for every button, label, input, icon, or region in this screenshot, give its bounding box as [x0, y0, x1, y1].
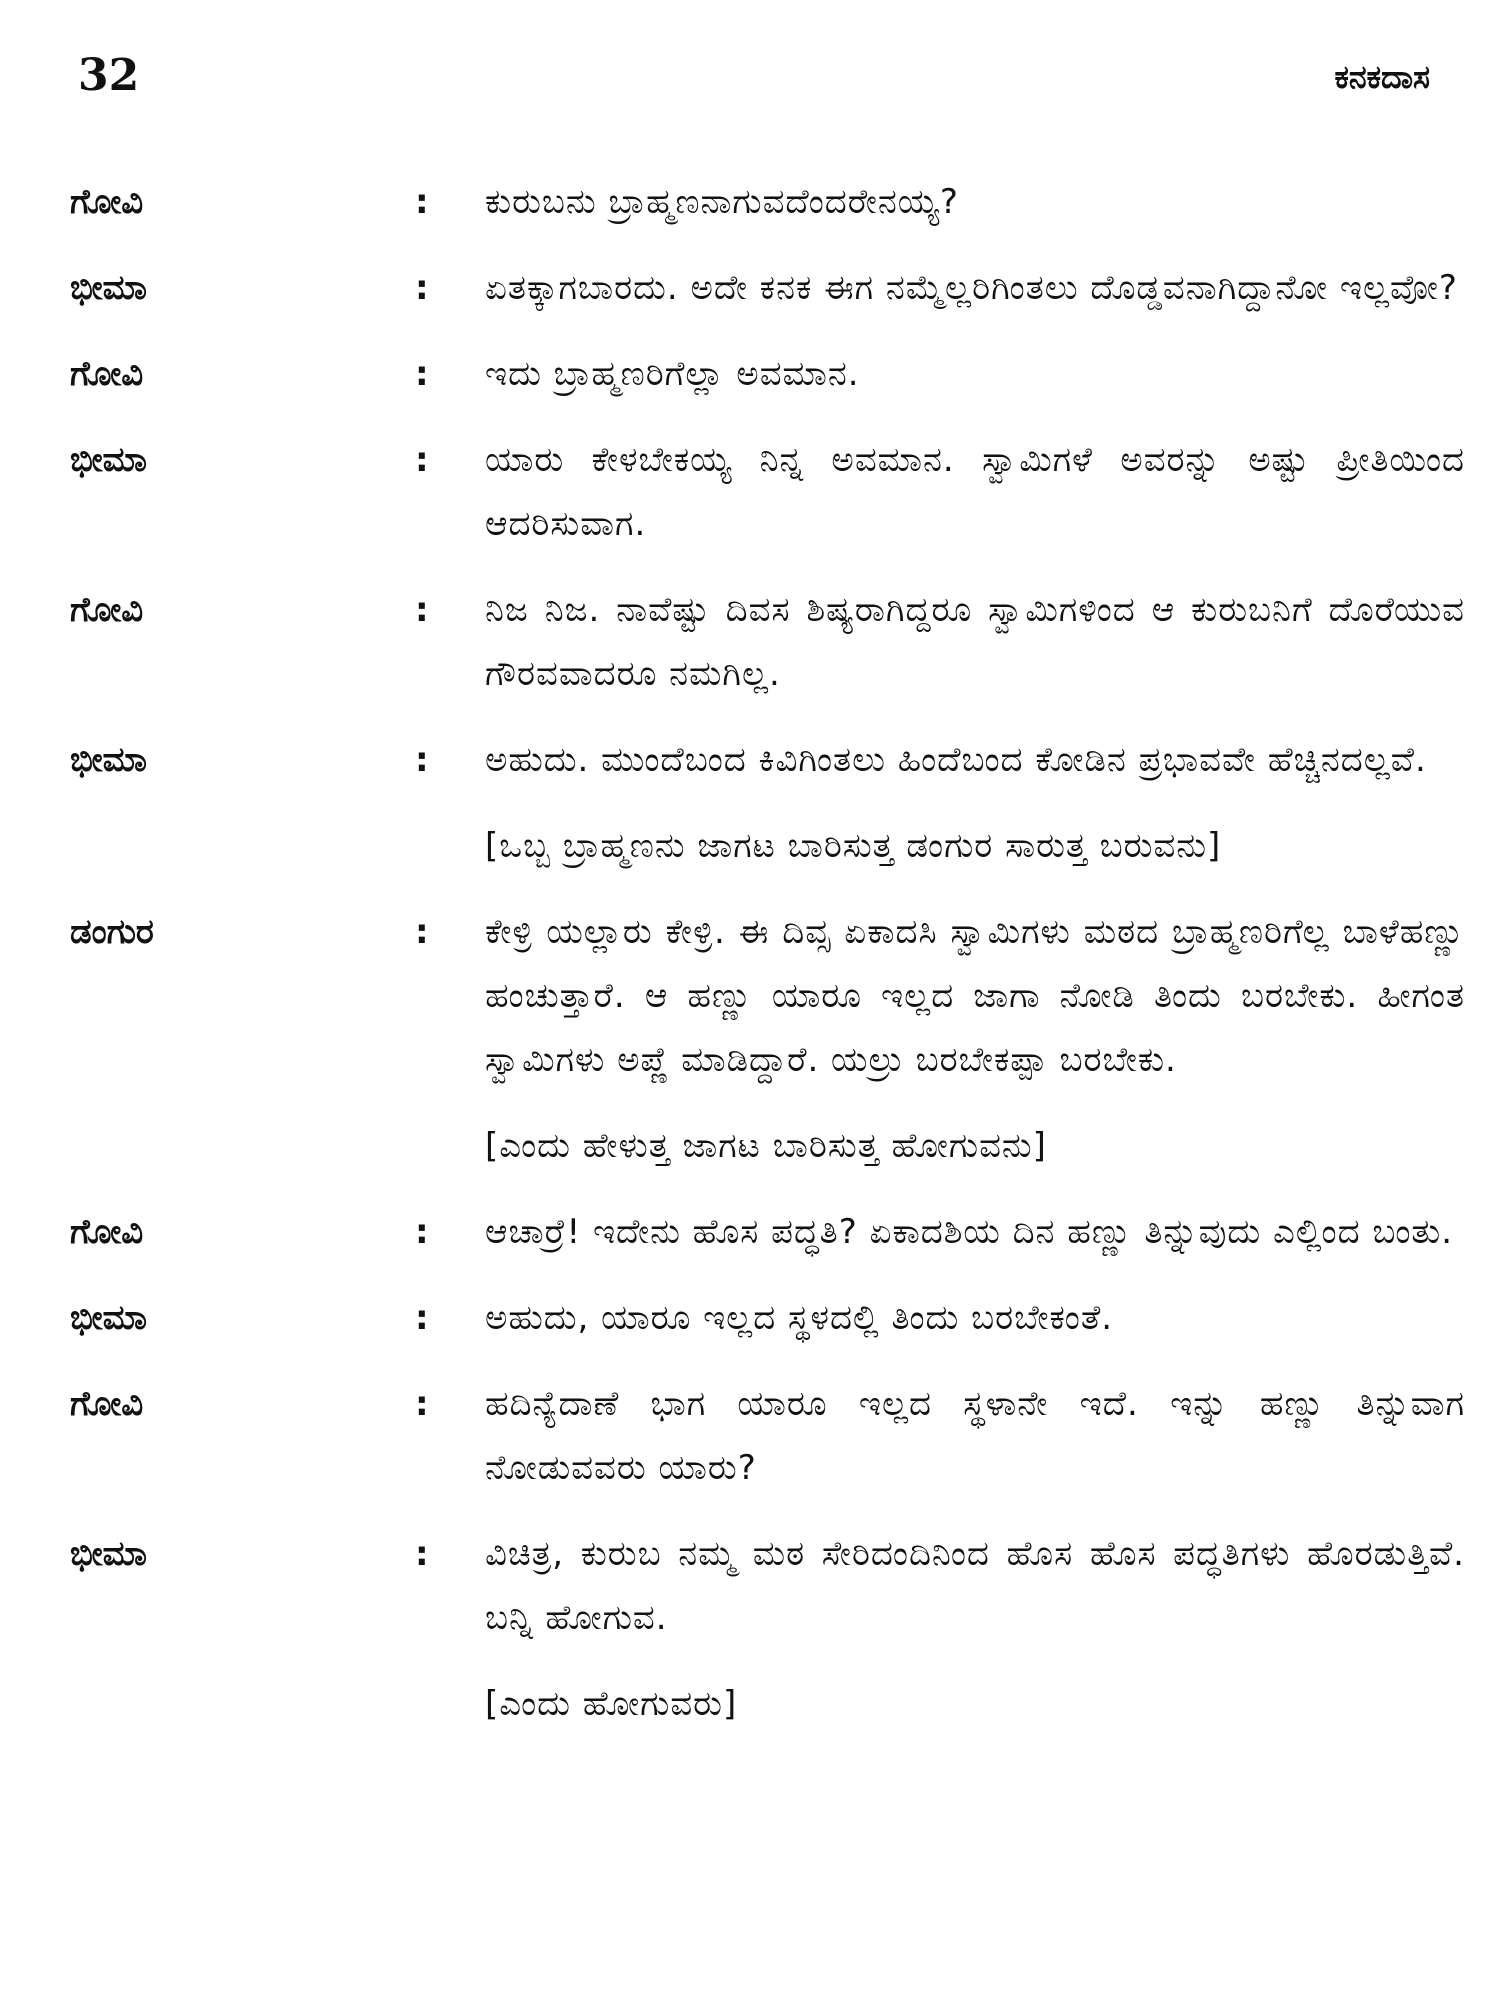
speaker-name: ಗೋವಿ [70, 590, 144, 630]
speaker-name: ಗೋವಿ [70, 354, 144, 394]
colon: : [415, 268, 429, 308]
speaker-name: ಡಂಗುರ [70, 912, 154, 952]
colon: : [415, 740, 429, 780]
colon: : [415, 182, 429, 222]
speech-text: ಹದಿನ್ಯೆದಾಣೆ ಭಾಗ ಯಾರೂ ಇಲ್ಲದ ಸ್ಥಳಾನೇ ಇದೆ. ಇನ್ನು ಹಣ್ಣು ತಿನ್ನುವಾಗ ನೋಡುವವರು ಯಾರು? [485, 1384, 1465, 1488]
stage-direction: [ಎಂದು ಹೇಳುತ್ತ ಜಾಗಟ ಬಾರಿಸುತ್ತ ಹೋಗುವನು] [485, 1126, 1047, 1166]
speaker-name: ಗೋವಿ [70, 1384, 144, 1424]
speaker-name: ಭೀಮಾ [70, 740, 147, 780]
colon: : [415, 440, 429, 480]
dialogue-body [70, 170, 1465, 1758]
speaker-name: ಗೋವಿ [70, 182, 144, 222]
speaker-name: ಭೀಮಾ [70, 440, 147, 480]
speech-text: ವಿಚಿತ್ರ, ಕುರುಬ ನಮ್ಮ ಮಠ ಸೇರಿದಂದಿನಿಂದ ಹೊಸ ಹೊಸ ಪದ್ಧತಿಗಳು ಹೊರಡುತ್ತಿವೆ. ಬನ್ನಿ ಹೋಗುವ. [485, 1534, 1465, 1638]
dialogue-line [70, 256, 1465, 320]
colon: : [415, 1298, 429, 1338]
page-number: 32 [78, 50, 140, 101]
speech-text: ಇದು ಬ್ರಾಹ್ಮಣರಿಗೆಲ್ಲಾ ಅವಮಾನ. [485, 354, 860, 394]
dialogue-line [70, 1372, 1465, 1500]
speech-text: ನಿಜ ನಿಜ. ನಾವೆಷ್ಟು ದಿವಸ ಶಿಷ್ಯರಾಗಿದ್ದರೂ ಸ್ವಾಮಿಗಳಿಂದ ಆ ಕುರುಬನಿಗೆ ದೊರೆಯುವ ಗೌರವವಾದರೂ ನಮಗಿಲ್ಲ. [485, 590, 1465, 694]
colon: : [415, 1534, 429, 1574]
dialogue-line [70, 170, 1465, 234]
colon: : [415, 354, 429, 394]
colon: : [415, 912, 429, 952]
speech-text: ಅಹುದು, ಯಾರೂ ಇಲ್ಲದ ಸ್ಥಳದಲ್ಲಿ ತಿಂದು ಬರಬೇಕಂತೆ. [485, 1298, 1114, 1338]
colon: : [415, 590, 429, 630]
stage-direction: [ಎಂದು ಹೋಗುವರು] [485, 1684, 738, 1724]
speaker-name: ಭೀಮಾ [70, 1534, 147, 1574]
dialogue-line [70, 578, 1465, 706]
stage-direction: [ಒಬ್ಬ ಬ್ರಾಹ್ಮಣನು ಜಾಗಟ ಬಾರಿಸುತ್ತ ಡಂಗುರ ಸಾರುತ್ತ ಬರುವನು] [485, 826, 1222, 866]
dialogue-line [70, 728, 1465, 792]
dialogue-line [70, 900, 1465, 1092]
speech-text: ಆಚಾರ್ರೆ! ಇದೇನು ಹೊಸ ಪದ್ಧತಿ? ಏಕಾದಶಿಯ ದಿನ ಹಣ್ಣು ತಿನ್ನುವುದು ಎಲ್ಲಿಂದ ಬಂತು. [485, 1212, 1454, 1252]
dialogue-line [70, 342, 1465, 406]
dialogue-line [70, 1200, 1465, 1264]
dialogue-line [70, 428, 1465, 556]
colon: : [415, 1384, 429, 1424]
colon: : [415, 1212, 429, 1252]
speaker-name: ಭೀಮಾ [70, 268, 147, 308]
speaker-name: ಭೀಮಾ [70, 1298, 147, 1338]
speech-text: ಏತಕ್ಕಾಗಬಾರದು. ಅದೇ ಕನಕ ಈಗ ನಮ್ಮೆಲ್ಲರಿಗಿಂತಲು ದೊಡ್ಡವನಾಗಿದ್ದಾನೋ ಇಲ್ಲವೋ? [485, 268, 1458, 308]
running-title: ಕನಕದಾಸ [1334, 58, 1430, 96]
dialogue-line [70, 1522, 1465, 1650]
speech-text: ಯಾರು ಕೇಳಬೇಕಯ್ಯ ನಿನ್ನ ಅವಮಾನ. ಸ್ವಾಮಿಗಳೆ ಅವರನ್ನು ಅಷ್ಟು ಪ್ರೀತಿಯಿಂದ ಆದರಿಸುವಾಗ. [485, 440, 1465, 544]
dialogue-line [70, 1286, 1465, 1350]
speech-text: ಕುರುಬನು ಬ್ರಾಹ್ಮಣನಾಗುವದೆಂದರೇನಯ್ಯ? [485, 182, 959, 222]
speaker-name: ಗೋವಿ [70, 1212, 144, 1252]
speech-text: ಕೇಳ್ರಿ ಯಲ್ಲಾರು ಕೇಳ್ರಿ. ಈ ದಿವ್ಸ ಏಕಾದಸಿ ಸ್ವಾಮಿಗಳು ಮಠದ ಬ್ರಾಹ್ಮಣರಿಗೆಲ್ಲ ಬಾಳೆಹಣ್ಣು ಹಂಚುತ್ತಾರೆ. ಆ ಹಣ್ಣು ಯಾರೂ ಇಲ್ಲದ ಜಾಗಾ ನೋಡಿ ತಿಂದು ಬರಬೇಕು. ಹೀಗಂತ ಸ್ವಾಮಿಗಳು ಅಪ್ಣೆ ಮಾಡಿದ್ದಾರೆ. ಯಲ್ರು ಬರಬೇಕಪ್ಪಾ ಬರಬೇಕು. [485, 912, 1465, 1080]
speech-text: ಅಹುದು. ಮುಂದೆಬಂದ ಕಿವಿಗಿಂತಲು ಹಿಂದೆಬಂದ ಕೋಡಿನ ಪ್ರಭಾವವೇ ಹೆಚ್ಚಿನದಲ್ಲವೆ. [485, 740, 1427, 780]
